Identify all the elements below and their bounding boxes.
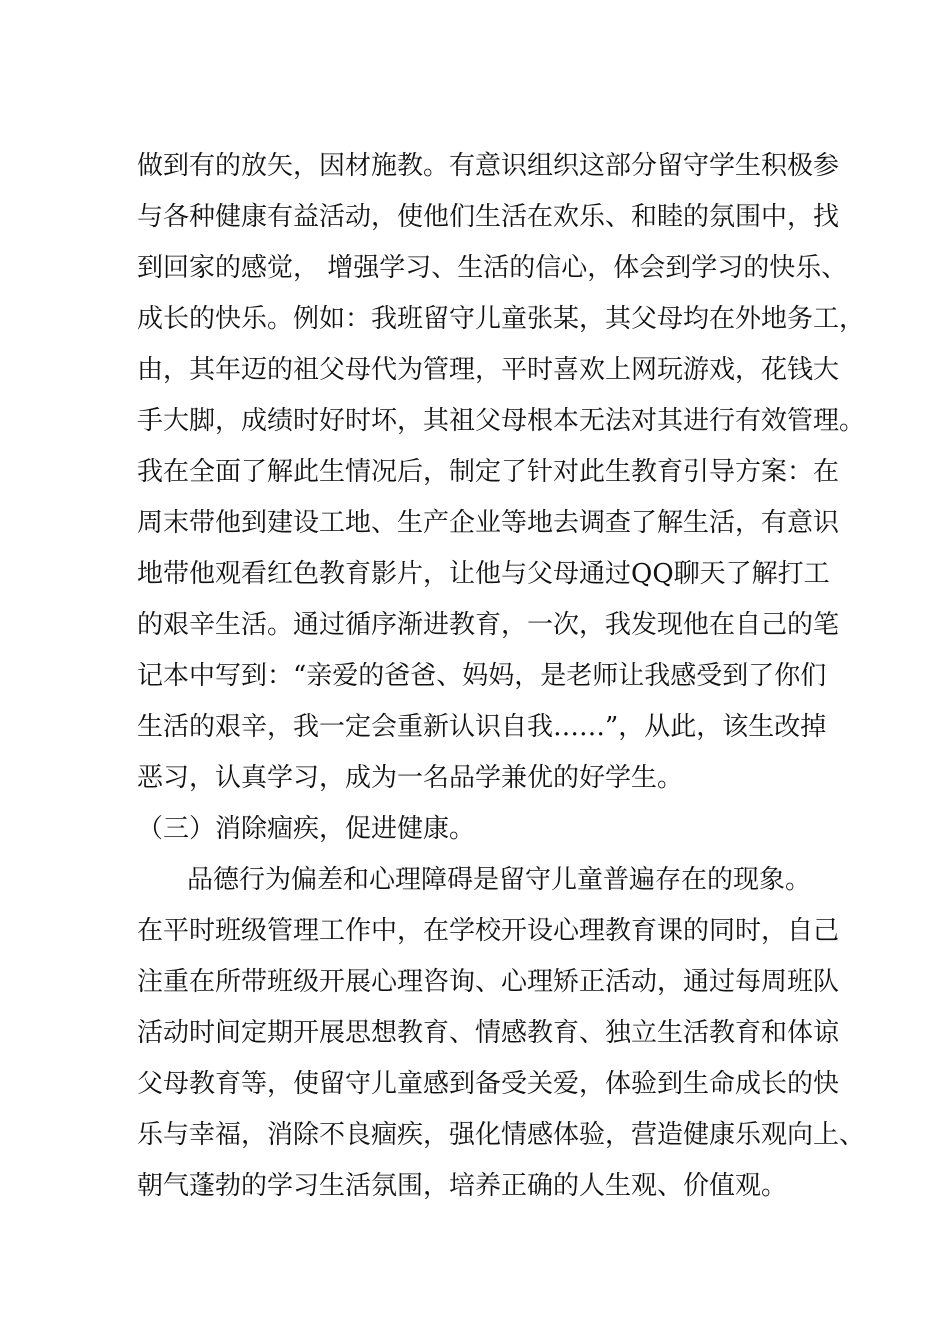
text-line: 我在全面了解此生情况后，制定了针对此生教育引导方案：在 (137, 457, 840, 487)
text-line: 活动时间定期开展思想教育、情感教育、独立生活教育和体谅 (137, 1018, 840, 1048)
text-line: 与各种健康有益活动，使他们生活在欢乐、和睦的氛围中，找 (137, 202, 840, 232)
text-line: 周末带他到建设工地、生产企业等地去调查了解生活，有意识 (137, 508, 840, 538)
section-heading: （三）消除痼疾，促进健康。 (137, 814, 476, 844)
text-line: 到回家的感觉， 增强学习、生活的信心，体会到学习的快乐、 (137, 253, 848, 283)
paragraph-first-line: 品德行为偏差和心理障碍是留守儿童普遍存在的现象。 (187, 865, 812, 895)
text-line: 父母教育等，使留守儿童感到备受关爱，体验到生命成长的快 (137, 1069, 840, 1099)
text-line: 恶习，认真学习，成为一名品学兼优的好学生。 (137, 763, 684, 793)
text-line: 乐与幸福，消除不良痼疾，强化情感体验，营造健康乐观向上、 (137, 1120, 866, 1150)
text-line: 在平时班级管理工作中，在学校开设心理教育课的同时，自己 (137, 916, 840, 946)
text-line: 由，其年迈的祖父母代为管理，平时喜欢上网玩游戏，花钱大 (137, 355, 840, 385)
text-line: 注重在所带班级开展心理咨询、心理矫正活动，通过每周班队 (137, 967, 840, 997)
text-line: 成长的快乐。例如：我班留守儿童张某，其父母均在外地务工， (137, 304, 866, 334)
text-line: 记本中写到：“亲爱的爸爸、妈妈，是老师让我感受到了你们 (137, 661, 827, 691)
text-line: 地带他观看红色教育影片，让他与父母通过QQ聊天了解打工 (137, 559, 830, 589)
text-line: 朝气蓬勃的学习生活氛围，培养正确的人生观、价值观。 (137, 1171, 788, 1201)
text-line: 的艰辛生活。通过循序渐进教育，一次，我发现他在自己的笔 (137, 610, 840, 640)
text-line: 生活的艰辛，我一定会重新认识自我……”，从此，该生改掉 (137, 712, 827, 742)
text-line: 做到有的放矢，因材施教。有意识组织这部分留守学生积极参 (137, 151, 840, 181)
text-line: 手大脚，成绩时好时坏，其祖父母根本无法对其进行有效管理。 (137, 406, 866, 436)
